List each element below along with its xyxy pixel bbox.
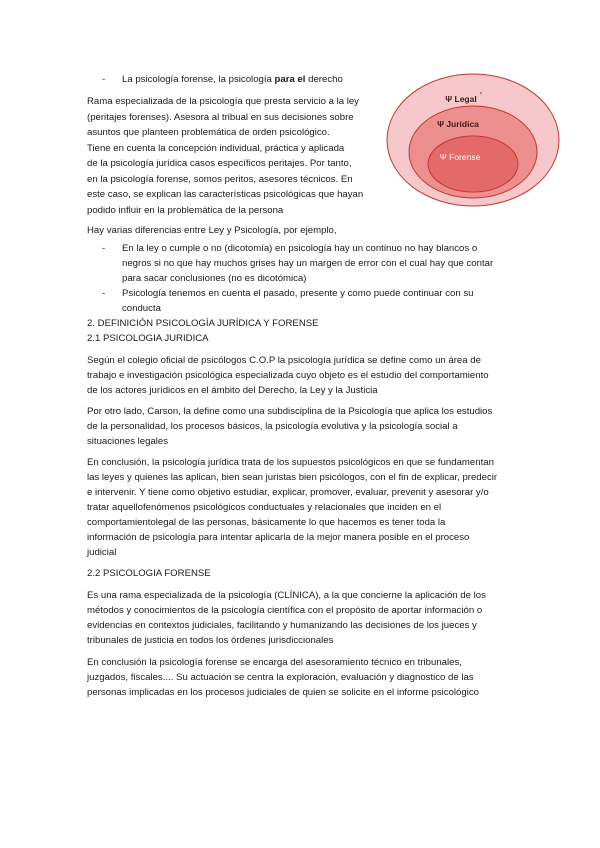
paragraph-line: podido influir en la problemática de la persona bbox=[87, 205, 284, 216]
inner-ellipse-forense bbox=[428, 136, 518, 192]
paragraph-line: de la psicología jurídica casos específicos peritajes. Por tanto, bbox=[87, 158, 352, 169]
paragraph-line: trabajo e investigación psicológica especializada cuyo objeto es el estudio del comportamiento bbox=[87, 370, 489, 381]
label-legal: Ψ Legal bbox=[445, 94, 477, 104]
paragraph-line: Tiene en cuenta la concepción individual, práctica y aplicada bbox=[87, 143, 345, 154]
paragraph-line: e intervenir. Y tiene como objetivo estudiar, explicar, promover, evaluar, prevenit y asesorar y/o bbox=[87, 487, 489, 498]
paragraph-line: métodos y conocimientos de la psicología científica con el propósito de aportar información o bbox=[87, 605, 483, 616]
paragraph-line: En conclusión la psicología forense se encarga del asesoramiento técnico en tribunales, bbox=[87, 657, 462, 668]
paragraph-line: Es una rama especializada de la psicología (CLÍNICA), a la que concierne la aplicación de los bbox=[87, 590, 486, 601]
paragraph-line: de la personalidad, los procesos básicos, la psicología evolutiva y la psicología social a bbox=[87, 421, 458, 432]
paragraph-line: personas implicadas en los procesos judiciales de quien se solicite en el informe psicológico bbox=[87, 687, 479, 698]
difference-line: para sacar conclusiones (no es dicotómica) bbox=[122, 273, 307, 284]
difference-line: Psicología tenemos en cuenta el pasado, presente y como puede continuar con su bbox=[122, 288, 474, 299]
nested-circles-diagram bbox=[385, 72, 561, 208]
subsection-heading: 2.1 PSICOLOGIA JURIDICA bbox=[87, 333, 209, 344]
paragraph-line: evidencias en contextos judiciales, facilitando y humanizando las decisiones de los jueces y bbox=[87, 620, 477, 631]
paragraph-line: Por otro lado, Carson, la define como una subdisciplina de la Psicología que aplica los estudios bbox=[87, 406, 493, 417]
paragraph-line: situaciones legales bbox=[87, 436, 169, 447]
paragraph-line: juzgados, fiscales.... Su actuación se centra la exploración, evaluación y diagnostico de las bbox=[87, 672, 474, 683]
paragraph-line: Rama especializada de la psicología que presta servicio a la ley bbox=[87, 96, 359, 107]
paragraph-line: las leyes y quienes las aplican, bien sean juristas bien psicólogos, con el fin de explicar, predecir bbox=[87, 472, 498, 483]
differences-intro: Hay varias diferencias entre Ley y Psicología, por ejemplo, bbox=[87, 225, 337, 236]
paragraph-line: información de psicología para intentar aplicarla de la mejor manera posible en el proceso bbox=[87, 532, 470, 543]
bullet-dash: - bbox=[102, 243, 106, 254]
difference-line: En la ley o cumple o no (dicotomía) en psicología hay un continuo no hay blancos o bbox=[122, 243, 478, 254]
paragraph-line: asuntos que planteen problemática de orden psicológico. bbox=[87, 127, 330, 138]
paragraph-line: Según el colegio oficial de psicólogos C.O.P la psicología jurídica se define como un área de bbox=[87, 355, 481, 366]
paragraph-line: judicial bbox=[87, 547, 117, 558]
decorative-dot bbox=[480, 92, 482, 94]
paragraph-line: En conclusión, la psicología jurídica trata de los supuestos psicológicos en que se fundamentan bbox=[87, 457, 494, 468]
bullet-dash: - bbox=[102, 74, 106, 85]
difference-line: negros si no que hay muchos grises hay un margen de error con el cual hay que contar bbox=[122, 258, 494, 269]
paragraph-line: tratar aquellofenómenos psicológicos conductuales y relacionales que inciden en el bbox=[87, 502, 442, 513]
paragraph-line: comportamientolegal de las personas, básicamente lo que hacemos es tener toda la bbox=[87, 517, 446, 528]
paragraph-line: (peritajes forenses). Asesora al tribual en sus decisiones sobre bbox=[87, 112, 354, 123]
intro-bullet-pre: La psicología forense, la psicología bbox=[122, 74, 275, 85]
paragraph-line: este caso, se explican las características psicológicas que hayan bbox=[87, 189, 364, 200]
intro-bullet-bold: para el bbox=[274, 74, 306, 85]
bullet-dash: - bbox=[102, 288, 106, 299]
subsection-heading: 2.2 PSICOLOGIA FORENSE bbox=[87, 568, 211, 579]
paragraph-line: tribunales de justicia en todos los órdenes jurisdiccionales bbox=[87, 635, 334, 646]
paragraph-line: en la psicología forense, somos peritos, asesores técnicos. En bbox=[87, 174, 353, 185]
intro-bullet-post: derecho bbox=[305, 74, 343, 85]
section-heading: 2. DEFINICIÓN PSICOLOGÍA JURÍDICA Y FORENSE bbox=[87, 318, 319, 329]
difference-line: conducta bbox=[122, 303, 161, 314]
label-juridica: Ψ Jurídica bbox=[437, 119, 479, 129]
intro-bullet bbox=[122, 72, 343, 88]
paragraph-line: de los actores jurídicos en el ámbito del Derecho, la Ley y la Justicia bbox=[87, 385, 378, 396]
label-forense: Ψ Forense bbox=[439, 152, 481, 162]
